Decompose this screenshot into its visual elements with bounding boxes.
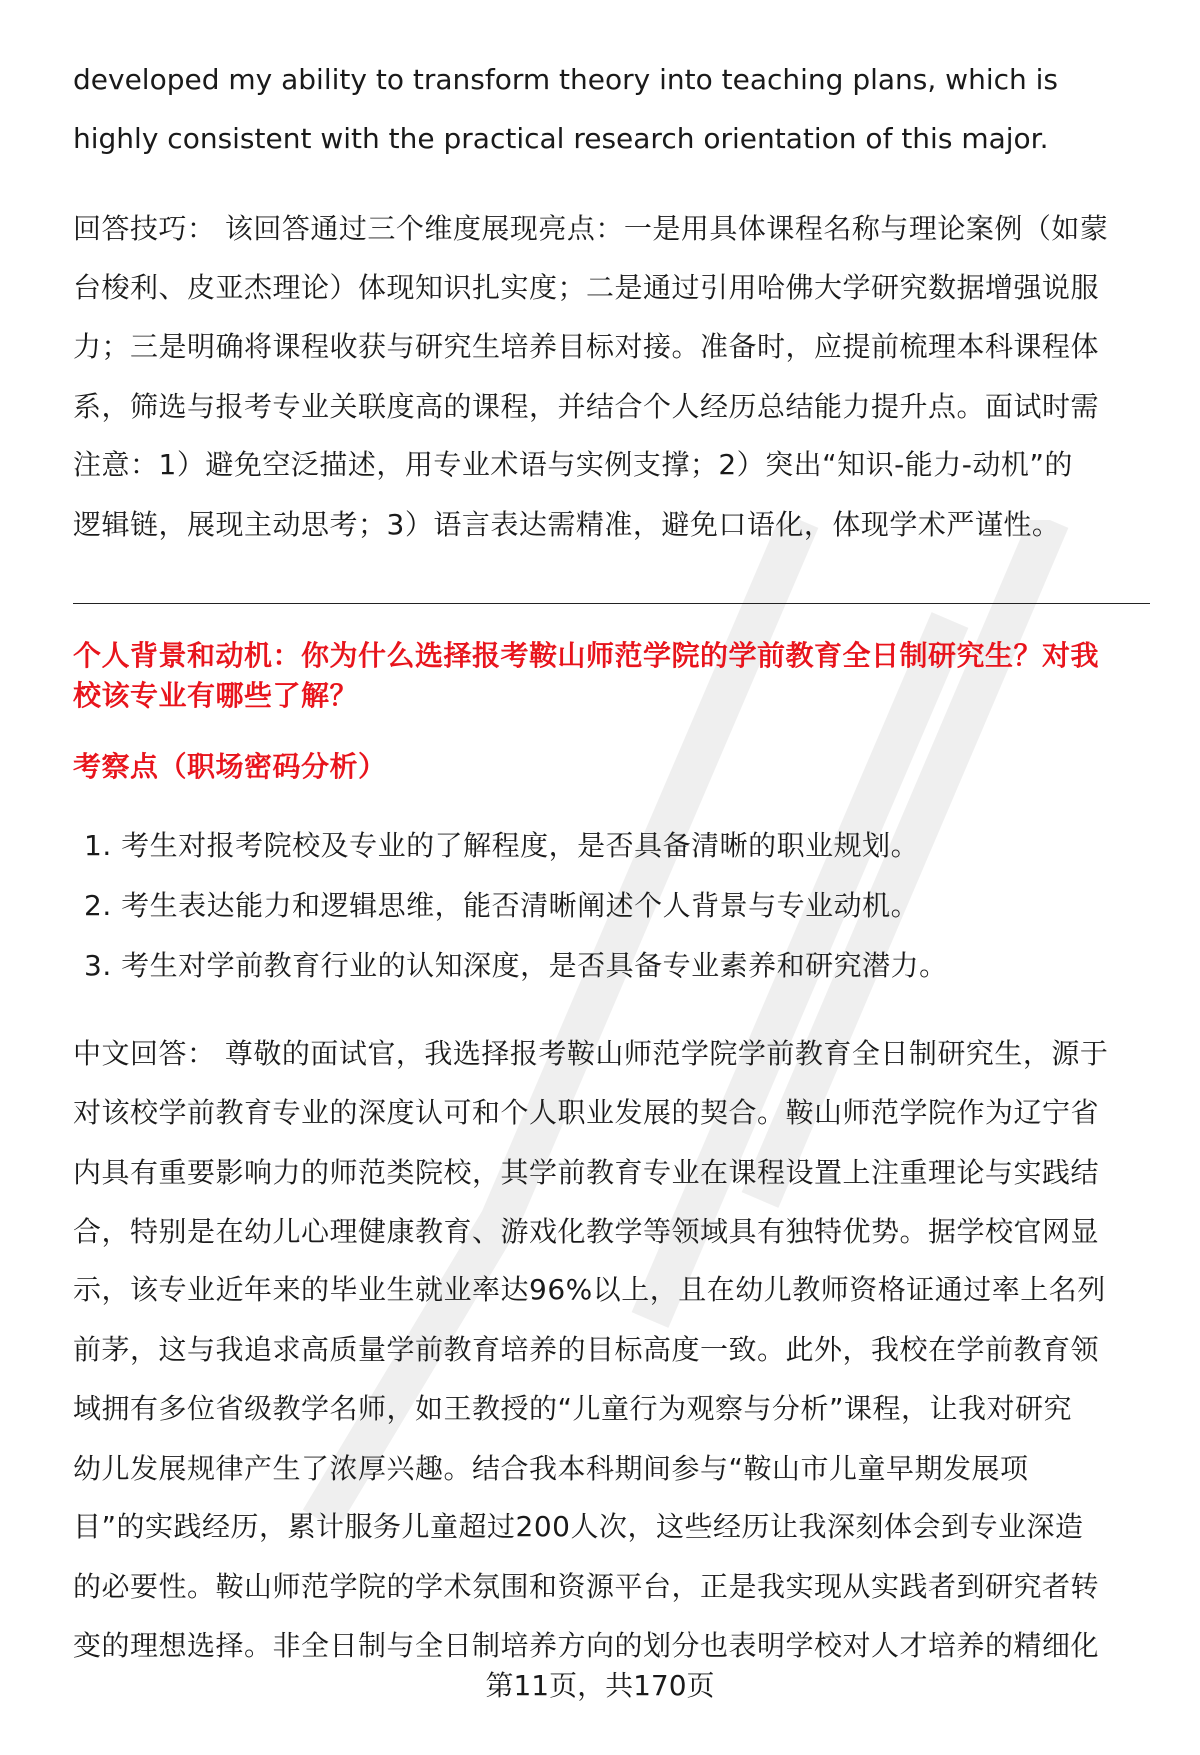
answer-line: 前茅，这与我追求高质量学前教育培养的目标高度一致。此外，我校在学前教育领 <box>73 1333 1100 1366</box>
focus-item: 2. 考生表达能力和逻辑思维，能否清晰阐述个人背景与专业动机。 <box>84 889 920 922</box>
tips-line: 注意：1）避免空泛描述，用专业术语与实例支撑；2）突出“知识-能力-动机”的 <box>73 448 1073 481</box>
section-divider <box>73 603 1150 604</box>
answer-line: 示，该专业近年来的毕业生就业率达96%以上，且在幼儿教师资格证通过率上名列 <box>73 1273 1106 1306</box>
question-line: 个人背景和动机：你为什么选择报考鞍山师范学院的学前教育全日制研究生？对我 <box>73 639 1100 672</box>
question-line: 校该专业有哪些了解？ <box>73 679 359 712</box>
tips-line: 力；三是明确将课程收获与研究生培养目标对接。准备时，应提前梳理本科课程体 <box>73 330 1100 363</box>
tips-line: 逻辑链，展现主动思考；3）语言表达需精准，避免口语化，体现学术严谨性。 <box>73 508 1061 541</box>
answer-line: 内具有重要影响力的师范类院校，其学前教育专业在课程设置上注重理论与实践结 <box>73 1156 1100 1189</box>
english-answer-line: highly consistent with the practical research orientation of this major. <box>73 122 1049 155</box>
tips-line: 系，筛选与报考专业关联度高的课程，并结合个人经历总结能力提升点。面试时需 <box>73 390 1100 423</box>
answer-line: 幼儿发展规律产生了浓厚兴趣。结合我本科期间参与“鞍山市儿童早期发展项 <box>73 1452 1029 1485</box>
focus-item: 3. 考生对学前教育行业的认知深度，是否具备专业素养和研究潜力。 <box>84 949 948 982</box>
answer-line: 对该校学前教育专业的深度认可和个人职业发展的契合。鞍山师范学院作为辽宁省 <box>73 1096 1100 1129</box>
answer-line: 合，特别是在幼儿心理健康教育、游戏化教学等领域具有独特优势。据学校官网显 <box>73 1215 1100 1248</box>
answer-line: 中文回答： 尊敬的面试官，我选择报考鞍山师范学院学前教育全日制研究生，源于 <box>73 1037 1109 1070</box>
focus-title: 考察点（职场密码分析） <box>73 750 387 783</box>
tips-line: 回答技巧： 该回答通过三个维度展现亮点：一是用具体课程名称与理论案例（如蒙 <box>73 212 1109 245</box>
focus-item: 1. 考生对报考院校及专业的了解程度，是否具备清晰的职业规划。 <box>84 829 920 862</box>
answer-line: 的必要性。鞍山师范学院的学术氛围和资源平台，正是我实现从实践者到研究者转 <box>73 1570 1100 1603</box>
answer-line: 变的理想选择。非全日制与全日制培养方向的划分也表明学校对人才培养的精细化 <box>73 1629 1100 1662</box>
page-number: 第11页，共170页 <box>485 1669 715 1702</box>
answer-line: 目”的实践经历，累计服务儿童超过200人次，这些经历让我深刻体会到专业深造 <box>73 1510 1084 1543</box>
answer-line: 域拥有多位省级教学名师，如王教授的“儿童行为观察与分析”课程，让我对研究 <box>73 1392 1073 1425</box>
english-answer-line: developed my ability to transform theory into teaching plans, which is <box>73 63 1059 96</box>
tips-line: 台梭利、皮亚杰理论）体现知识扎实度；二是通过引用哈佛大学研究数据增强说服 <box>73 271 1100 304</box>
